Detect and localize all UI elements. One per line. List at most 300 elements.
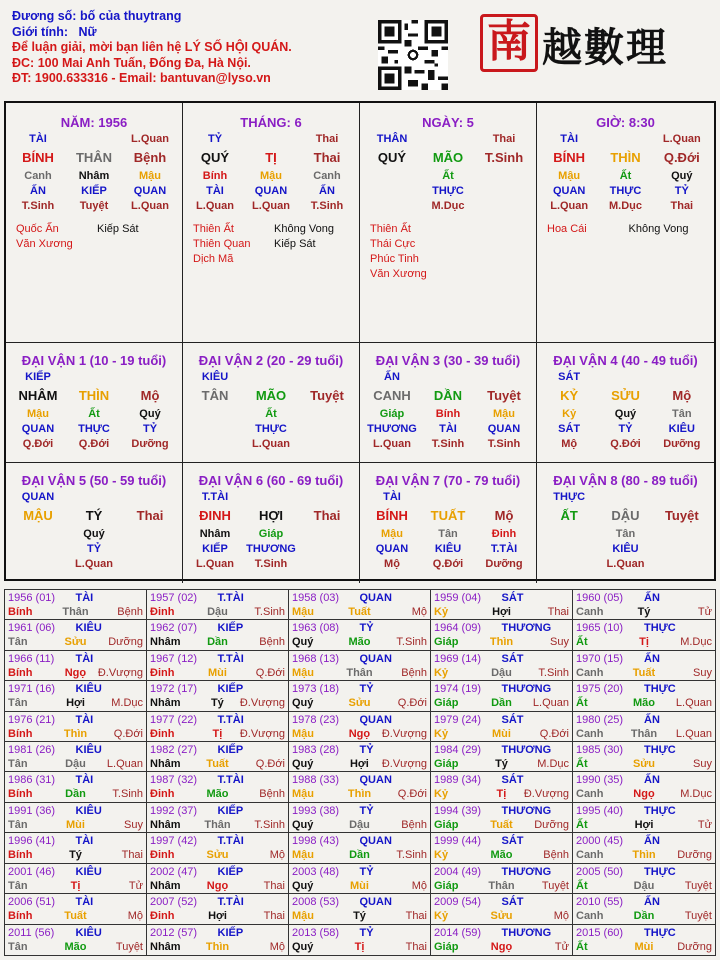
year-cell [289,712,431,742]
chart-glyph: Dưỡng [485,558,523,570]
chart-glyph: THỰC [78,423,110,435]
chart-glyph: Q.Đới [78,438,110,450]
year-label: 1969 (14) [434,652,482,665]
year-stem: Canh [576,788,604,801]
chart-glyph: L.Quan [373,438,411,450]
year-label: 1981 (26) [8,744,56,757]
year-label: 1979 (24) [434,713,482,726]
chart-glyph [299,557,355,572]
year-label: 1962 (07) [150,622,198,635]
year-stem: Bính [8,910,33,923]
life-stage-row [364,437,532,452]
year-cell [147,681,289,711]
chart-glyph: Tuyệt [79,200,109,212]
year-branch: Mão [490,849,513,862]
year-branch: Mùi [634,940,654,953]
year-label: 1982 (27) [150,744,198,757]
chart-glyph: CANH [373,388,411,403]
year-cell [573,620,715,650]
star-item: Thiên Quan [193,238,251,250]
year-cell [573,803,715,833]
year-cell [431,864,573,894]
life-stage-row [364,199,532,214]
year-stem: Mậu [292,910,314,923]
year-stem: Kỷ [434,727,449,740]
stem-branch-row [541,505,710,527]
hidden-god-row [541,422,710,437]
chart-glyph [654,542,710,557]
chart-glyph: KIẾP [202,543,228,555]
year-stage: Q.Đới [113,727,143,740]
red-seal-logo: 南 [480,14,538,72]
year-branch: Dậu [207,606,228,618]
year-stem: Nhâm [150,636,181,649]
hidden-god-row [541,542,710,557]
year-stem: Tân [8,879,28,892]
chart-glyph [122,527,178,542]
year-cell [573,925,715,955]
year-ten-god: THỰC [644,622,676,635]
chart-glyph [122,370,178,385]
year-stem: Ất [576,940,588,953]
year-label: 1956 (01) [8,592,56,604]
dai-van-title: ĐẠI VẬN 2 (20 - 29 tuổi) [198,353,344,368]
dai-van-title: ĐẠI VẬN 7 (70 - 79 tuổi) [375,473,521,488]
chart-glyph: T.Sinh [487,438,521,450]
chart-glyph: L.Quan [131,200,169,212]
hidden-stem-row [364,527,532,542]
year-branch: Sửu [348,697,371,710]
chart-glyph: TỶ [86,543,102,555]
year-stem: Kỷ [434,849,449,862]
year-label: 1991 (36) [8,804,56,817]
year-ten-god: TÀI [75,713,94,726]
header-info: Đương số: bố của thuytrang Giới tính: Nữ Để luận giải, mời bạn liên hệ LÝ SỐ HỘI QUÁN. ĐC: 100 Mai Anh Tuấn, Đống Đa, Hà Nội. ĐT: 1900.633316 - Email: bantuvan@lyso.vn [12,9,292,85]
ten-god-row [187,370,355,385]
chart-glyph [299,422,355,437]
chart-glyph: Giáp [379,408,405,420]
year-stage: Q.Đới [255,666,285,679]
chart-glyph: Thai [136,508,164,523]
year-stem: Đinh [150,788,175,801]
year-stage: Đ.Vượng [97,666,143,679]
chart-glyph: BÍNH [376,508,408,523]
chart-glyph: Bệnh [133,150,167,165]
year-cell [431,651,573,681]
year-ten-god: ẤN [644,896,660,909]
year-label: 2007 (52) [150,896,198,909]
year-label: 2015 (60) [576,926,624,939]
chart-glyph [66,490,122,505]
year-label: 2013 (58) [292,926,340,939]
year-stem: Giáp [434,818,459,831]
year-cell [147,772,289,802]
chart-glyph: T.TÀI [490,543,518,555]
year-label: 2009 (54) [434,896,482,909]
year-stage: Thai [263,879,285,892]
year-label: 1992 (37) [150,804,198,817]
year-stem: Canh [576,727,604,740]
year-stem: Bính [8,727,33,740]
year-branch: Sửu [206,849,229,862]
year-branch: Mùi [350,879,369,892]
chart-glyph: Ất [265,408,277,420]
chart-glyph: Quý [83,528,105,540]
year-stem: Nhâm [150,697,181,710]
chart-glyph: SÁT [558,371,581,383]
chart-glyph: QUAN [21,491,55,503]
year-label: 1987 (32) [150,774,198,787]
chart-glyph [243,132,299,147]
year-stage: Đ.Vượng [381,758,427,771]
year-branch: Sửu [632,758,655,771]
year-stem: Nhâm [150,818,181,831]
dai-van-cell [6,343,183,463]
life-stage-row [187,557,355,572]
dai-van-cell [360,343,537,463]
chart-glyph [420,132,476,147]
year-stem: Nhâm [150,758,181,771]
chart-glyph [541,542,597,557]
chart-glyph: KỶ [560,388,579,403]
year-label: 1968 (13) [292,652,340,665]
dai-van-title: ĐẠI VẬN 3 (30 - 39 tuổi) [375,353,521,368]
year-branch: Tuất [64,910,87,923]
stem-branch-row [187,147,355,169]
year-stage: T.Sinh [538,666,569,679]
year-cell [147,833,289,863]
year-cell [289,590,431,620]
chart-glyph [654,370,710,385]
year-label: 1976 (21) [8,713,56,726]
year-branch: Thân [488,879,515,892]
chart-glyph [299,542,355,557]
year-stage: Q.Đới [397,788,427,801]
year-label: 1978 (23) [292,713,340,726]
chart-glyph: Quý [139,408,161,420]
year-branch: Sửu [64,636,87,649]
chart-glyph [299,370,355,385]
year-cell [289,894,431,924]
year-branch: Tý [69,849,82,862]
year-stage: Bệnh [259,636,285,649]
year-label: 2008 (53) [292,896,340,909]
year-ten-god: QUAN [359,592,392,604]
chart-glyph: Quý [614,408,637,420]
year-stage: Q.Đới [539,727,569,740]
hidden-god-row [10,542,178,557]
year-stem: Mậu [292,666,314,679]
pillars-grid [4,101,716,581]
chart-glyph [654,557,710,572]
hidden-god-row [187,422,355,437]
year-stage: M.Dục [537,758,569,771]
year-branch: Tý [353,910,366,923]
dai-van-cell [183,343,360,463]
year-label: 1967 (12) [150,652,198,665]
chart-glyph [476,370,532,385]
year-branch: Mùi [492,727,511,740]
year-stem: Đinh [150,849,175,862]
pillar-title: GIỜ: 8:30 [596,115,655,130]
star-item: Thiên Ất [193,223,234,235]
year-cell [289,803,431,833]
hidden-stem-row [364,169,532,184]
year-branch: Hợi [208,910,227,923]
year-ten-god: TỶ [359,683,374,696]
year-ten-god: KIÊU [75,683,102,696]
year-ten-god: KIẾP [217,865,244,878]
year-branch: Tị [70,879,81,892]
year-cell [289,620,431,650]
year-stage: Đ.Vượng [239,727,285,740]
year-branch: Tuất [490,818,513,831]
year-stem: Quý [292,879,314,892]
chart-glyph: THÂN [75,150,113,165]
year-cell [5,833,147,863]
year-branch: Ngọ [64,666,87,679]
chart-glyph: L.Quan [131,133,169,145]
chart-glyph [541,527,597,542]
chart-glyph: TÂN [201,388,229,403]
year-cell [5,681,147,711]
year-ten-god: THỰC [644,744,676,757]
year-stage: Bệnh [259,788,285,801]
chart-glyph: L.Quan [606,558,645,570]
year-stage: L.Quan [675,727,712,740]
chart-glyph: Mộ [561,438,578,450]
chart-glyph: Mậu [558,170,581,182]
year-cell [431,590,573,620]
star-item [451,237,532,252]
year-cell [289,925,431,955]
year-branch: Mão [632,697,655,710]
year-cell [5,620,147,650]
year-cell [5,864,147,894]
year-label: 1985 (30) [576,744,624,757]
year-branch: Tuất [348,606,371,618]
year-label: 2006 (51) [8,896,56,909]
year-stage: Dưỡng [108,636,143,649]
year-branch: Thân [630,727,658,740]
year-label: 1988 (33) [292,774,340,787]
chart-glyph: QUAN [21,423,55,435]
year-ten-god: TỶ [359,926,374,939]
year-branch: Hợi [66,697,85,710]
chart-glyph: T.Sinh [484,150,524,165]
year-cell [431,833,573,863]
year-stem: Mậu [292,606,314,618]
year-label: 1971 (16) [8,683,56,696]
year-cell [147,864,289,894]
hidden-stem-row [187,169,355,184]
year-label: 1989 (34) [434,774,482,787]
year-ten-god: TÀI [75,835,94,848]
chart-glyph: QUAN [487,423,521,435]
year-label: 1959 (04) [434,592,482,604]
year-stage: M.Dục [680,788,712,801]
year-stage: Đ.Vượng [239,697,285,710]
chart-glyph [597,132,653,147]
chart-glyph: Tân [438,528,458,540]
year-cell [573,833,715,863]
ten-god-row [10,370,178,385]
year-ten-god: QUAN [359,835,392,848]
stem-branch-row [364,147,532,169]
chart-glyph: MÃO [432,150,464,165]
year-label: 1974 (19) [434,683,482,696]
year-stage: T.Sinh [396,636,427,649]
year-branch: Tý [210,697,224,710]
chart-glyph [10,557,66,572]
year-stem: Tân [8,697,28,710]
year-stage: M.Dục [111,697,143,710]
year-stage: Tử [554,940,569,953]
year-ten-god: KIÊU [75,865,102,878]
hidden-stem-row [187,407,355,422]
chart-glyph: L.Quan [196,558,234,570]
year-stem: Đinh [150,910,175,923]
year-cell [289,833,431,863]
chart-glyph: Ất [88,408,100,420]
chart-glyph: T.Sinh [431,438,465,450]
year-stem: Quý [292,636,314,649]
year-stem: Canh [576,849,604,862]
year-cell [573,651,715,681]
chart-glyph: L.Quan [550,200,589,212]
chart-glyph: Kỷ [562,408,577,420]
year-stem: Tân [8,940,28,953]
chart-glyph: THƯƠNG [367,423,417,435]
chart-glyph: TÀI [383,491,401,503]
year-stage: Mộ [411,879,427,892]
year-branch: Thìn [347,788,372,801]
chart-glyph [243,370,299,385]
chart-glyph: QUAN [254,185,288,197]
year-label: 1972 (17) [150,683,198,696]
hidden-god-row [541,184,710,199]
year-branch: Mùi [66,818,85,831]
chart-glyph: KIẾP [25,371,51,383]
year-stage: L.Quan [675,697,712,710]
chart-glyph: T.Sinh [254,558,288,570]
chart-glyph: Quý [671,170,693,182]
chart-glyph: TÀI [206,185,224,197]
year-label: 2014 (59) [434,926,482,939]
year-cell [289,681,431,711]
year-stage: Tử [697,606,712,618]
year-ten-god: T.TÀI [217,652,244,665]
chart-glyph: TỶ [674,185,689,197]
life-stage-row [541,437,710,452]
year-stem: Canh [576,666,604,679]
chart-glyph [476,490,532,505]
chart-glyph: Q.Đới [432,558,464,570]
year-branch: Tị [212,727,223,740]
chart-glyph [476,199,532,214]
chart-glyph [243,490,299,505]
year-cell [5,651,147,681]
dai-van-title: ĐẠI VẬN 5 (50 - 59 tuổi) [21,473,167,488]
chart-glyph: KIÊU [668,423,695,435]
year-label: 1993 (38) [292,804,340,817]
chart-glyph [66,370,122,385]
year-stem: Bính [8,849,33,862]
star-item [274,252,355,267]
star-item: Kiếp Sát [274,238,316,250]
chart-glyph: QUÝ [200,150,230,165]
year-ten-god: KIẾP [217,804,244,817]
hidden-stem-row [10,527,178,542]
year-stage: M.Dục [680,636,712,649]
year-cell [5,772,147,802]
year-label: 2010 (55) [576,896,624,909]
pillar-cell [6,103,183,343]
hidden-god-row [364,422,532,437]
year-cell [573,712,715,742]
year-cell [147,712,289,742]
year-label: 1958 (03) [292,592,340,604]
dai-van-title: ĐẠI VẬN 8 (80 - 89 tuổi) [553,473,698,488]
year-label: 2000 (45) [576,835,624,848]
year-stem: Đinh [150,666,175,679]
chart-glyph: ĐINH [199,508,231,523]
year-label: 1999 (44) [434,835,482,848]
year-cell [431,925,573,955]
chart-glyph: Q.Đới [663,150,700,165]
chart-glyph: Đinh [491,528,517,540]
stars-list [10,222,178,252]
stem-branch-row [541,385,710,407]
year-stage: Bệnh [117,606,143,618]
year-stage: Tuyệt [684,910,712,923]
year-stage: Mộ [269,940,285,953]
chart-glyph: Dưỡng [131,438,169,450]
chart-glyph: TÀI [439,423,457,435]
year-branch: Dậu [349,818,370,831]
chart-glyph [10,542,66,557]
life-stage-row [364,557,532,572]
year-cell [5,590,147,620]
year-ten-god: T.TÀI [217,592,244,604]
year-ten-god: THƯƠNG [501,865,552,878]
year-branch: Tuất [206,758,229,771]
stem-branch-row [541,147,710,169]
year-stem: Ất [576,879,588,892]
year-stem: Nhâm [150,940,181,953]
chart-glyph: TỶ [142,423,158,435]
year-stage: Q.Đới [397,697,427,710]
chart-glyph: TUẤT [430,508,466,523]
qr-code-icon[interactable] [378,20,448,90]
year-stem: Ất [576,758,588,771]
year-ten-god: SÁT [501,774,524,787]
year-ten-god: KIÊU [75,804,102,817]
year-cell [5,712,147,742]
year-stage: Tử [128,879,143,892]
year-stem: Ất [576,636,588,649]
chart-glyph: Ất [619,170,632,182]
chart-glyph [597,370,653,385]
year-branch: Tý [637,606,651,618]
chart-glyph [654,490,710,505]
chart-glyph: TÀI [29,133,47,145]
year-label: 1990 (35) [576,774,624,787]
year-branch: Dần [349,849,370,862]
year-ten-god: T.TÀI [217,774,244,787]
year-stem: Quý [292,940,314,953]
chart-glyph: TÝ [85,508,103,523]
